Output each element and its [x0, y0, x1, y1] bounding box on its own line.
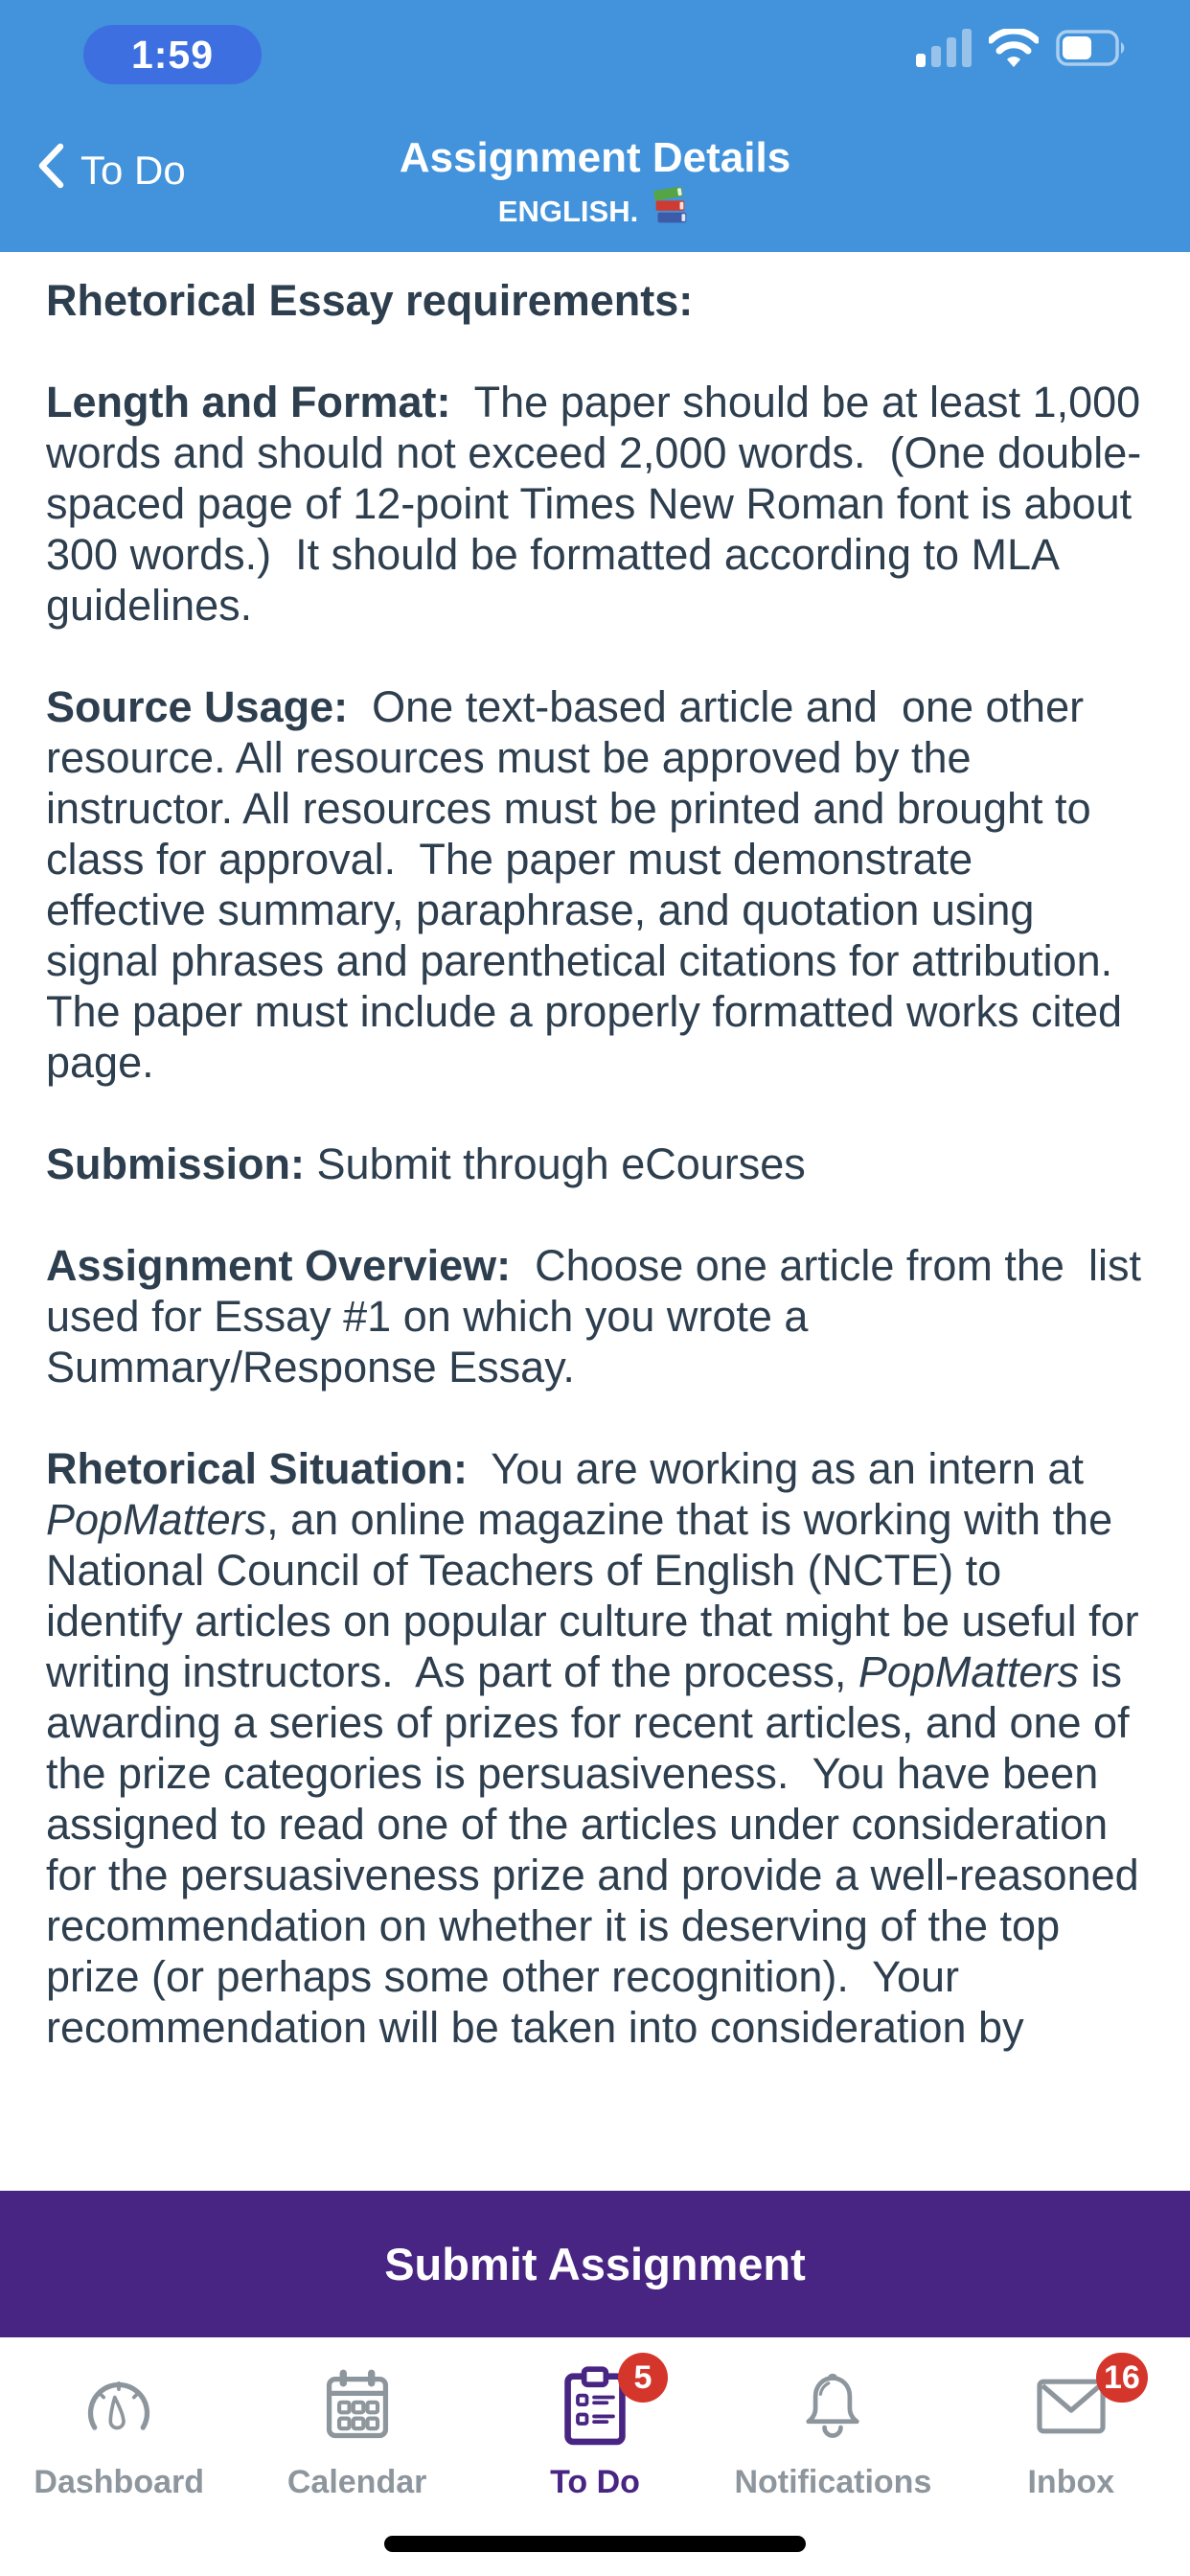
tab-calendar[interactable] [238, 2337, 475, 2502]
assignment-content[interactable] [0, 252, 1190, 2191]
assignment-description [46, 377, 1154, 2053]
back-button-label: To Do [80, 148, 186, 193]
paragraph: Source Usage: One text-based article and one other resource. All resources must be approved by the instructor. All resources must be printed and brought to class for approval. The paper must demonstrate effective summary, paraphrase, and quotation using signal phrases and parenthetical citations for attribution. The paper must include a properly formatted works cited page. [46, 682, 1136, 1087]
tab-label-calendar: Calendar [286, 2464, 427, 2500]
tab-label-todo: To Do [550, 2464, 640, 2500]
cellular-signal-icon [916, 29, 972, 72]
envelope-icon [1033, 2358, 1140, 2452]
tab-notifications[interactable] [714, 2337, 951, 2502]
paragraph: Rhetorical Situation: You are working as an intern at PopMatters, an online magazine that is working with the National Council of Teachers of English (NCTE) to identify articles on popular culture that might be useful for writing instructors. As part of the process, PopMatters is awarding a series of prizes for recent articles, and one of the prize categories is persuasiveness. You have been assigned to read one of the articles under consideration for the persuasiveness prize and provide a well-reasoned recommendation on whether it is deserving of the top prize (or perhaps some other recognition). Your recommendation will be taken into consideration by [46, 1444, 1152, 2052]
tab-todo[interactable] [476, 2337, 714, 2502]
tab-dashboard[interactable] [0, 2337, 238, 2502]
paragraph: Assignment Overview: Choose one article from the list used for Essay #1 on which you wrote a Summary/Response Essay. [46, 1241, 1154, 1392]
nav-header [0, 0, 1190, 252]
tab-label-inbox: Inbox [1027, 2464, 1115, 2500]
assignment-heading: Rhetorical Essay requirements: [46, 276, 694, 325]
status-time: 1:59 [83, 25, 262, 84]
gauge-icon [80, 2360, 157, 2452]
todo-badge: 5 [618, 2353, 668, 2403]
calendar-icon [319, 2360, 396, 2452]
books-emoji-icon [648, 186, 692, 238]
tab-label-notifications: Notifications [734, 2464, 932, 2500]
bell-icon [794, 2360, 871, 2452]
paragraph: Length and Format: The paper should be at least 1,000 words and should not exceed 2,000 words. (One double-spaced page of 12-point Times New Roman font is about 300 words.) It should be formatted according to MLA guidelines. [46, 378, 1153, 630]
status-icons [916, 29, 1127, 71]
home-indicator[interactable] [384, 2536, 806, 2552]
back-button[interactable] [36, 142, 186, 199]
battery-icon [1056, 30, 1127, 71]
tab-label-dashboard: Dashboard [34, 2464, 204, 2500]
chevron-left-icon [36, 142, 65, 199]
tab-inbox[interactable] [952, 2337, 1190, 2502]
paragraph: Submission: Submit through eCourses [46, 1139, 806, 1188]
submit-assignment-button[interactable]: Submit Assignment [0, 2191, 1190, 2337]
inbox-badge: 16 [1096, 2353, 1148, 2403]
clipboard-icon [561, 2358, 652, 2452]
page-subtitle-text: ENGLISH. [497, 195, 639, 228]
page-title: Assignment Details [399, 134, 791, 181]
wifi-icon [989, 29, 1039, 72]
